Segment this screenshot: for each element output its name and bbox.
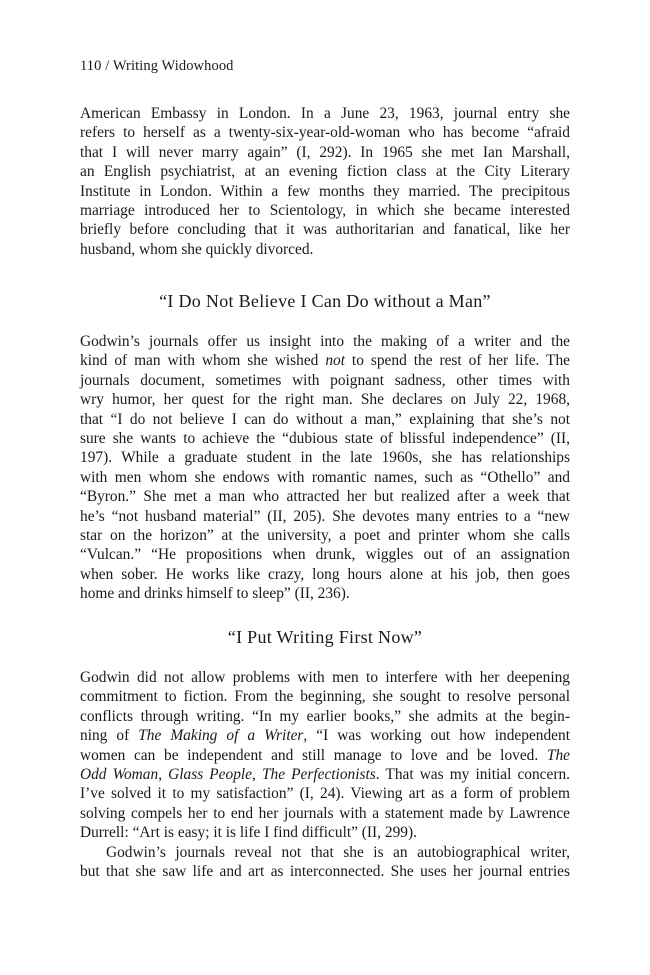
book-title: The Making of a Writer xyxy=(138,727,304,745)
text-line: Godwin’s journals offer us insight into the making of a writer and the xyxy=(80,333,570,350)
text-line: but that she saw life and art as interconnected. She uses her journal entries xyxy=(80,862,570,880)
text-line: refers to herself as a twenty-six-year-old-woman who has become “afraid xyxy=(80,124,570,142)
text-line: home and drinks himself to sleep” (II, 236). xyxy=(80,585,350,603)
text-line: he’s “not husband material” (II, 205). She devotes many entries to a “new xyxy=(80,507,570,525)
text-line: Godwin’s journals reveal not that she is an autobiographical writer, xyxy=(106,843,570,861)
paragraph-writing-first xyxy=(80,668,570,881)
book-title: The Perfectionists xyxy=(261,765,376,783)
text-line: marriage introduced her to Scientology, in which she became interested xyxy=(80,201,570,219)
text-line: that I will never marry again” (I, 292). In 1965 she met Ian Marshall, xyxy=(80,143,570,161)
text-line: ning of The Making of a Writer, “I was working out how independent xyxy=(80,727,570,745)
text-line: sure she wants to achieve the “dubious state of blissful independence” (II, xyxy=(80,429,570,447)
emphasis-text: not xyxy=(325,352,345,370)
text-line: 197). While a graduate student in the late 1960s, she has relationships xyxy=(80,449,570,467)
section-heading-without-a-man: “I Do Not Believe I Can Do without a Man” xyxy=(159,291,491,311)
text-line: journals document, sometimes with poignant sadness, other times with xyxy=(80,371,570,389)
text-line: women can be independent and still manage to love and be loved. The xyxy=(80,746,570,764)
text-line: Odd Woman, Glass People, The Perfectionists. That was my initial concern. xyxy=(80,765,570,783)
text-line: solving compels her to end her journals with a statement made by Lawrence xyxy=(80,804,570,822)
text-line: commitment to fiction. From the beginning, she sought to resolve personal xyxy=(80,688,570,706)
book-title: The xyxy=(546,746,570,764)
paragraph-journals-men xyxy=(80,332,570,603)
running-head: 110 / Writing Widowhood xyxy=(80,58,234,74)
text-line: that “I do not believe I can do without a man,” explaining that she’s not xyxy=(80,410,570,428)
text-line: Durrell: “Art is easy; it is life I find difficult” (II, 299). xyxy=(80,824,417,842)
text-line: an English psychiatrist, at an evening fiction class at the City Literary xyxy=(80,163,570,181)
text-line: with men whom she endows with romantic names, such as “Othello” and xyxy=(80,468,570,486)
book-title: Odd Woman xyxy=(80,765,159,783)
text-line: “Vulcan.” “He propositions when drunk, wiggles out of an assignation xyxy=(80,546,570,564)
text-line: wry humor, her quest for the right man. She declares on July 22, 1968, xyxy=(80,391,570,409)
text-line: “Byron.” She met a man who attracted her but realized after a week that xyxy=(80,488,570,506)
text-line: husband, whom she quickly divorced. xyxy=(80,240,314,258)
text-line: Godwin did not allow problems with men to interfere with her deepening xyxy=(80,669,570,686)
text-line: I’ve solved it to my satisfaction” (I, 24). Viewing art as a form of problem xyxy=(80,785,570,803)
text-line: briefly before concluding that it was authoritarian and fanatical, like her xyxy=(80,221,570,239)
text-line: when sober. He works like crazy, long hours alone at his job, then goes xyxy=(80,565,570,583)
text-line: American Embassy in London. In a June 23, 1963, journal entry she xyxy=(80,105,570,122)
text-line: conflicts through writing. “In my earlier books,” she admits at the begin- xyxy=(80,707,570,725)
section-heading-writing-first: “I Put Writing First Now” xyxy=(227,627,423,647)
paragraph-embassy xyxy=(80,104,570,259)
text-line: kind of man with whom she wished not to spend the rest of her life. The xyxy=(80,352,570,370)
book-title: Glass People xyxy=(168,765,253,783)
text-line: star on the horizon” at the university, a poet and printer whom she calls xyxy=(80,526,570,544)
text-line: Institute in London. Within a few months they married. The precipitous xyxy=(80,182,570,200)
